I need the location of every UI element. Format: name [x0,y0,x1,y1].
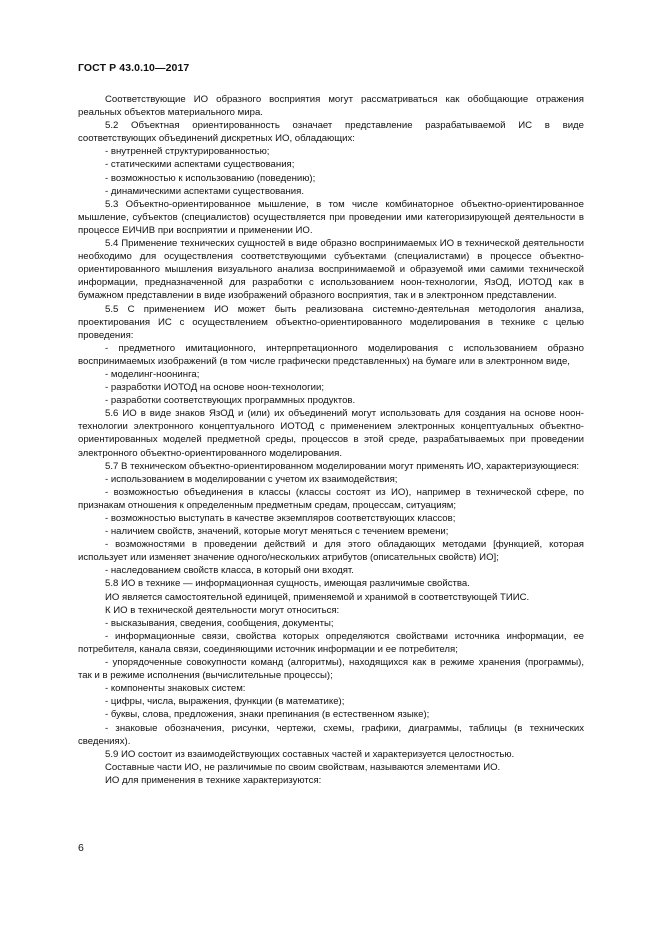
paragraph-5-2: 5.2 Объектная ориентированность означает представление разрабатываемой ИС в виде соответствующих объединений дискретных ИО, обладающих: [78,120,584,145]
list-item: - возможностью объединения в классы (классы состоят из ИО), например в технической сфере, по признакам отношения к определенным предметным средам, процессам, ситуациям; [78,486,584,511]
page-number: 6 [78,842,84,854]
list-item: - высказывания, сведения, сообщения, документы; [105,617,334,629]
paragraph-5-4: 5.4 Применение технических сущностей в виде образно воспринимаемых ИО в технической деятельности необходимо для осуществления соответствующими субъектами (специалистами) в процессе объектно-ориентированного мышления визуального анализа воспринимаемой и образуемой ими самими технической информации, предназначенной для разработки с использованием ноон-технологии, ЯзОД, ИОТОД как в бумажном представлении в виде изображений образного восприятия, так и в электронном представлении. [78,238,584,302]
list-item: - информационные связи, свойства которых определяются свойствами источника информации, ее потребителя, канала связи, соединяющими источник информации и ее потребителя; [78,630,584,655]
list-item: - возможностями в проведении действий и для этого обладающих методами [функцией, которая использует или изменяет значение одного/нескольких атрибутов (описательных свойств) ИО]; [78,539,584,564]
paragraph-5-3: 5.3 Объектно-ориентированное мышление, в том числе комбинаторное объектно-ориентированное мышление, субъектов (специалистов) осуществляется при проведении ими категоризирующей деятельности в процессе ЕИЧИВ при восприятии и применении ИО. [78,198,584,236]
list-item: - моделинг-ноонинга; [105,368,200,380]
list-item: - знаковые обозначения, рисунки, чертежи, схемы, графики, диаграммы, таблицы (в технических сведениях). [78,722,584,747]
body-text [78,93,584,787]
list-item: - упорядоченные совокупности команд (алгоритмы), находящихся как в режиме хранения (программы), так и в режиме исполнения (вычислительные процессы); [78,657,584,682]
paragraph: Составные части ИО, не различимые по своим свойствам, называются элементами ИО. [105,761,501,773]
paragraph: ИО для применения в технике характеризуются: [105,774,322,786]
paragraph: К ИО в технической деятельности могут относиться: [105,604,340,616]
standard-header: ГОСТ Р 43.0.10—2017 [78,62,190,74]
paragraph-5-9: 5.9 ИО состоит из взаимодействующих составных частей и характеризуется целостностью. [105,748,515,760]
paragraph: Соответствующие ИО образного восприятия могут рассматриваться как обобщающие отражения реальных объектов материального мира. [78,94,584,119]
list-item: - цифры, числа, выражения, функции (в математике); [105,696,345,708]
list-item: - использованием в моделировании с учетом их взаимодействия; [105,473,398,485]
paragraph-5-6: 5.6 ИО в виде знаков ЯзОД и (или) их объединений могут использовать для создания на основе ноон-технологии электронного концептуального ИОТОД с применением электронных концептуальных объектно-ориентированных моделей предметной среды, процессов в этой среде, разрабатываемых при проведении электронного объектно-ориентированного моделирования. [78,408,584,459]
list-item: - возможностью к использованию (поведению); [105,172,316,184]
list-item: - разработки ИОТОД на основе ноон-технологии; [105,382,325,394]
list-item: - предметного имитационного, интерпретационного моделирования с использованием образно воспринимаемых изображений (в том числе графически представленных) на бумаге или в электронном виде, [78,342,584,367]
paragraph: ИО является самостоятельной единицей, применяемой и хранимой в соответствующей ТИИС. [105,591,530,603]
list-item: - наследованием свойств класса, в который они входят. [105,565,354,577]
list-item: - внутренней структурированностью; [105,146,270,158]
list-item: - буквы, слова, предложения, знаки препинания (в естественном языке); [105,709,430,721]
list-item: - возможностью выступать в качестве экземпляров соответствующих классов; [105,513,456,524]
paragraph-5-7: 5.7 В техническом объектно-ориентированном моделировании могут применять ИО, характеризующиеся: [105,460,580,472]
paragraph-5-8: 5.8 ИО в технике — информационная сущность, имеющая различимые свойства. [105,578,470,590]
list-item: - компоненты знаковых систем: [105,683,246,695]
list-item: - динамическими аспектами существования. [105,185,304,197]
paragraph-5-5: 5.5 С применением ИО может быть реализована системно-деятельная методология анализа, проектирования ИС с осуществлением объектно-ориентированного моделирования в технике с целью проведения: [78,303,584,341]
list-item: - наличием свойств, значений, которые могут меняться с течением времени; [105,526,449,538]
list-item: - статическими аспектами существования; [105,159,295,171]
list-item: - разработки соответствующих программных продуктов. [105,395,356,407]
